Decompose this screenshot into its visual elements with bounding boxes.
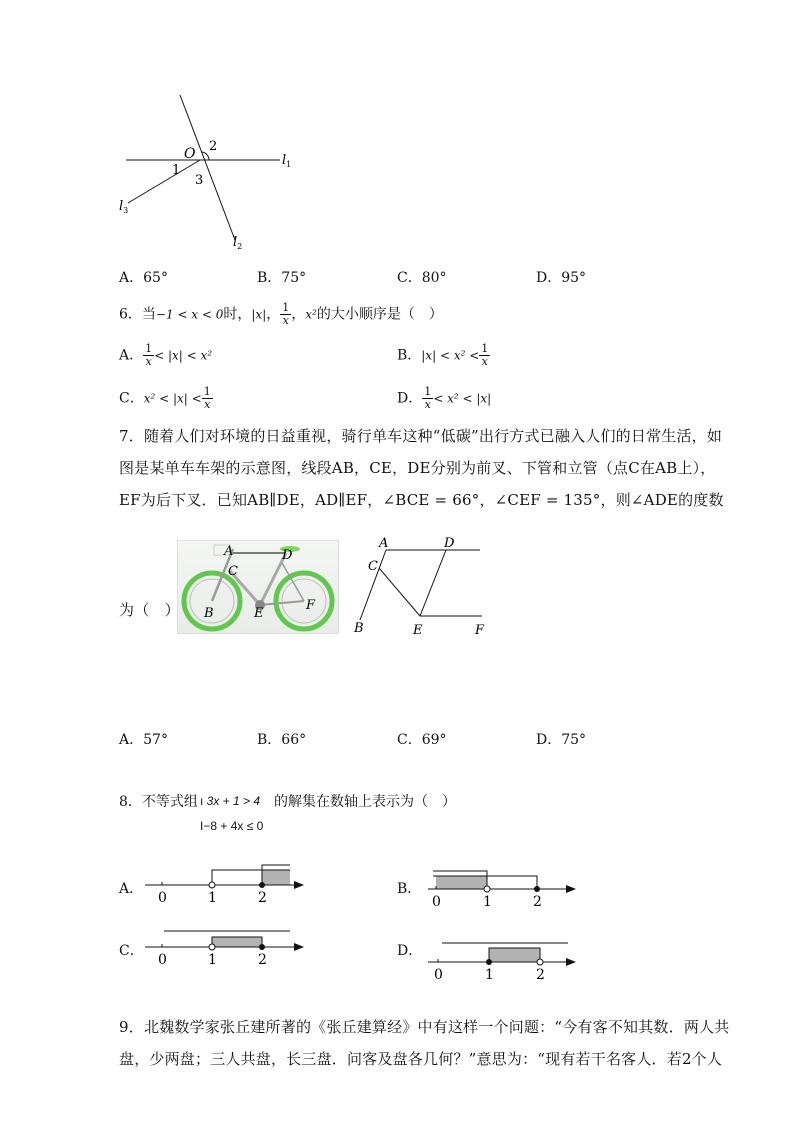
frac-den: x (145, 355, 152, 368)
label-O: O (184, 146, 196, 162)
option-letter: B． (257, 732, 282, 748)
diagram-label-A: A (379, 536, 389, 551)
segment-DE (420, 550, 446, 616)
inequality-2: I−8 + 4x ≤ 0 (200, 819, 264, 833)
bicycle-illustration (178, 541, 338, 633)
hollow-point-1 (209, 882, 215, 888)
diagram-label-D: D (444, 536, 455, 551)
axis-arrow (566, 885, 576, 893)
photo-label-C: C (228, 564, 238, 579)
option-letter: C． (397, 732, 422, 748)
frac-one-over-x (422, 386, 433, 411)
q6-abs-x: |x| (251, 307, 267, 322)
option-expr: < x² < |x| (433, 391, 492, 406)
shaded-region (212, 937, 262, 947)
q8-option-c-letter[interactable]: C． (119, 943, 144, 959)
hollow-point-2 (537, 959, 543, 965)
hollow-point-1 (209, 944, 215, 950)
q8-stem-prefix: 8．不等式组 (119, 794, 198, 810)
diagram-label-C: C (368, 559, 378, 574)
q7-option-b[interactable] (257, 729, 306, 749)
axis-arrow (566, 958, 576, 966)
option-letter: B． (397, 347, 422, 364)
diagram-label-E: E (413, 623, 423, 638)
frac-num: 1 (481, 342, 489, 355)
option-text: 95° (561, 270, 587, 286)
q6-frac-one-over-x (280, 302, 291, 327)
q6-prefix: 6．当 (119, 306, 156, 323)
frac-one-over-x (479, 343, 490, 368)
option-letter: C． (397, 270, 422, 286)
label-angle-3: 3 (195, 173, 204, 188)
solid-point-2 (259, 944, 265, 950)
q8-option-b-letter[interactable]: B． (397, 881, 422, 897)
option-text: 65° (143, 270, 168, 286)
option-letter: A． (119, 347, 144, 364)
frac-num: 1 (282, 301, 290, 314)
axis-arrow (294, 881, 304, 889)
shaded-region (262, 870, 290, 885)
q5-option-b[interactable] (257, 267, 306, 287)
tick-label-1: 1 (483, 894, 492, 910)
q8-number-line-c[interactable] (140, 920, 310, 970)
solid-point-2 (534, 886, 540, 892)
solid-point-2 (259, 882, 265, 888)
q7-line-2: 图是某单车车架的示意图，线段AB，CE，DE分别为前叉、下管和立管（点C在AB上）， (119, 459, 716, 477)
q6-sep: ， (266, 306, 281, 323)
photo-label-B: B (204, 606, 214, 621)
shaded-region (489, 948, 540, 962)
option-expr: |x| < x² < (421, 348, 480, 363)
tick-label-2: 2 (258, 890, 267, 906)
q5-option-c[interactable] (397, 267, 447, 287)
tick-label-2: 2 (533, 894, 542, 910)
option-text: 69° (421, 732, 447, 748)
q5-angle-figure (110, 90, 310, 255)
frac-den: x (424, 398, 431, 411)
frac-one-over-x (202, 386, 213, 411)
q7-line-1: 7．随着人们对环境的日益重视，骑行单车这种“低碳”出行方式已融入人们的日常生活，如 (119, 427, 723, 445)
q6-option-b[interactable] (397, 343, 490, 368)
option-letter: B． (257, 270, 282, 286)
frac-num: 1 (145, 342, 153, 355)
tick-label-0: 0 (158, 952, 167, 968)
hollow-point-1 (484, 886, 490, 892)
photo-label-F: F (306, 598, 316, 613)
q6-sep: ， (291, 306, 306, 323)
option-text: 75° (561, 732, 587, 748)
tick-label-2: 2 (536, 967, 545, 983)
q7-line-3: EF为后下叉．已知AB∥DE，AD∥EF，∠BCE = 66°，∠CEF = 135°，则∠ADE的度数 (119, 491, 724, 509)
tick-label-0: 0 (434, 967, 443, 983)
option-letter: D． (397, 390, 423, 407)
q7-frame-diagram (350, 532, 500, 642)
diagram-label-B: B (354, 621, 364, 636)
q5-option-d[interactable] (536, 267, 586, 287)
inequality-1-text: 3x + 1 > 4 (206, 794, 261, 808)
tick-label-1: 1 (485, 967, 494, 983)
tick-label-2: 2 (258, 952, 267, 968)
option-expr: < |x| < x² (154, 348, 213, 363)
diagram-label-F: F (475, 623, 485, 638)
q7-option-a[interactable] (119, 729, 168, 749)
q7-option-c[interactable] (397, 729, 447, 749)
frac-num: 1 (424, 385, 432, 398)
q8-stem-suffix: 的解集在数轴上表示为（ ） (274, 794, 456, 810)
q6-suffix: 的大小顺序是（ ） (316, 306, 443, 323)
label-l3: $l_3$ (119, 199, 129, 215)
label-l2: $l_2$ (233, 235, 243, 251)
q8-number-line-b[interactable] (418, 862, 588, 912)
shaded-region (436, 876, 487, 889)
option-text: 57° (143, 732, 168, 748)
q6-option-c[interactable] (119, 386, 213, 411)
label-l1: $l_1$ (282, 153, 292, 169)
q8-option-d-letter[interactable]: D． (397, 943, 423, 959)
bicycle-photo (177, 540, 339, 634)
photo-label-E: E (254, 606, 264, 621)
label-angle-1: 1 (172, 163, 181, 178)
photo-label-A: A (224, 544, 234, 559)
inequality-2-text: −8 + 4x ≤ 0 (203, 819, 264, 833)
frac-num: 1 (203, 385, 211, 398)
option-letter: C． (119, 390, 144, 407)
label-angle-2: 2 (209, 139, 218, 154)
frac-den: x (481, 355, 488, 368)
segment-CE (379, 568, 420, 616)
q5-option-a[interactable] (119, 267, 168, 287)
option-text: 66° (281, 732, 307, 748)
frac-den: x (282, 314, 289, 327)
option-letter: D． (536, 732, 562, 748)
solid-point-1 (486, 959, 492, 965)
q6-stem (119, 302, 443, 327)
q8-number-line-d[interactable] (418, 936, 588, 986)
q6-mid: 时， (223, 306, 252, 323)
option-text: 75° (281, 270, 307, 286)
tick-label-0: 0 (158, 890, 167, 906)
q6-option-d[interactable] (397, 386, 491, 411)
frac-den: x (204, 398, 211, 411)
tick-label-1: 1 (208, 890, 217, 906)
q8-option-a-letter[interactable]: A． (119, 881, 144, 897)
photo-label-D: D (282, 548, 293, 563)
q6-x-squared: x² (305, 307, 317, 322)
option-expr: x² < |x| < (143, 391, 202, 406)
q8-number-line-a[interactable] (140, 858, 310, 908)
q9-line-1: 9．北魏数学家张丘建所著的《张丘建算经》中有这样一个问题：“今有客不知其数．两人共 (119, 1018, 730, 1036)
tick-label-1: 1 (208, 952, 217, 968)
option-letter: D． (536, 270, 562, 286)
tick-label-0: 0 (432, 894, 441, 910)
q9-line-2: 盘，少两盘；三人共盘，长三盘．问客及盘各几何？”意思为：“现有若干名客人．若2个人 (119, 1050, 723, 1068)
q7-line-4: 为（ ） (119, 601, 180, 619)
line-l3 (128, 160, 200, 203)
q6-condition: −1 < x < 0 (155, 307, 224, 322)
frac-one-over-x (143, 343, 154, 368)
axis-arrow (294, 943, 304, 951)
option-letter: A． (119, 270, 144, 286)
q7-option-d[interactable] (536, 729, 586, 749)
q6-option-a[interactable] (119, 343, 212, 368)
option-letter: A． (119, 732, 144, 748)
inequality-1: ı 3x + 1 > 4 (200, 794, 261, 808)
option-text: 80° (421, 270, 447, 286)
